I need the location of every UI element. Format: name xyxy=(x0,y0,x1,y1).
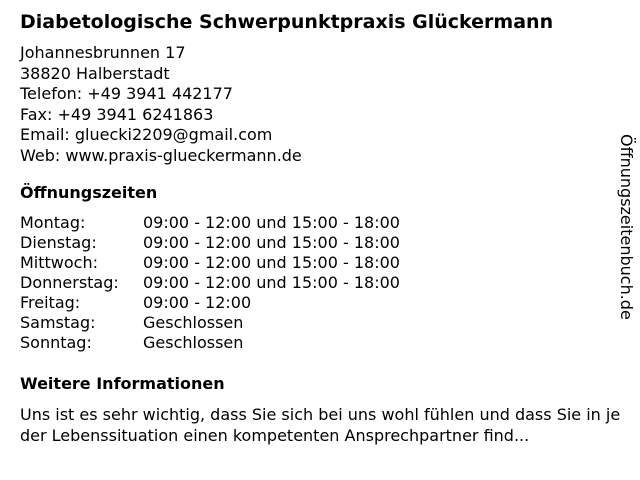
contact-block xyxy=(20,43,302,166)
hours-row-sunday xyxy=(20,333,400,353)
day-label: Freitag: xyxy=(20,293,81,312)
day-label: Donnerstag: xyxy=(20,273,119,292)
site-watermark-label: Öffnungszeitenbuch.de xyxy=(617,134,636,320)
day-label: Mittwoch: xyxy=(20,253,98,272)
hours-row-friday xyxy=(20,293,400,313)
email-address: Email: gluecki2209@gmail.com xyxy=(20,125,273,144)
hours-row-saturday xyxy=(20,313,400,333)
city-address: 38820 Halberstadt xyxy=(20,63,170,83)
opening-hours-heading: Öffnungszeiten xyxy=(20,183,158,202)
day-label: Dienstag: xyxy=(20,233,97,252)
hours-row-thursday xyxy=(20,273,400,293)
fax-number: Fax: +49 3941 6241863 xyxy=(20,104,214,124)
hours-row-tuesday xyxy=(20,233,400,253)
street-address: Johannesbrunnen 17 xyxy=(20,43,186,62)
day-label: Sonntag: xyxy=(20,333,92,352)
more-info-heading: Weitere Informationen xyxy=(20,374,225,393)
hours-value: 09:00 - 12:00 und 15:00 - 18:00 xyxy=(143,273,400,292)
hours-value: 09:00 - 12:00 und 15:00 - 18:00 xyxy=(143,253,400,272)
phone-number: Telefon: +49 3941 442177 xyxy=(20,84,233,103)
day-label: Montag: xyxy=(20,213,86,232)
practice-title: Diabetologische Schwerpunktpraxis Glückermann xyxy=(20,11,554,33)
opening-hours-table xyxy=(20,213,400,353)
day-label: Samstag: xyxy=(20,313,96,332)
hours-value: Geschlossen xyxy=(143,313,244,332)
more-info-text: Uns ist es sehr wichtig, dass Sie sich bei uns wohl fühlen und dass Sie in jeder Lebenssituation einen kompetenten Ansprechpartner find... xyxy=(20,405,621,445)
hours-value: 09:00 - 12:00 und 15:00 - 18:00 xyxy=(143,213,400,232)
hours-value: 09:00 - 12:00 und 15:00 - 18:00 xyxy=(143,233,400,252)
hours-row-monday xyxy=(20,213,400,233)
hours-row-wednesday xyxy=(20,253,400,273)
hours-value: Geschlossen xyxy=(143,333,244,352)
hours-value: 09:00 - 12:00 xyxy=(143,293,252,312)
website-url: Web: www.praxis-glueckermann.de xyxy=(20,145,302,165)
